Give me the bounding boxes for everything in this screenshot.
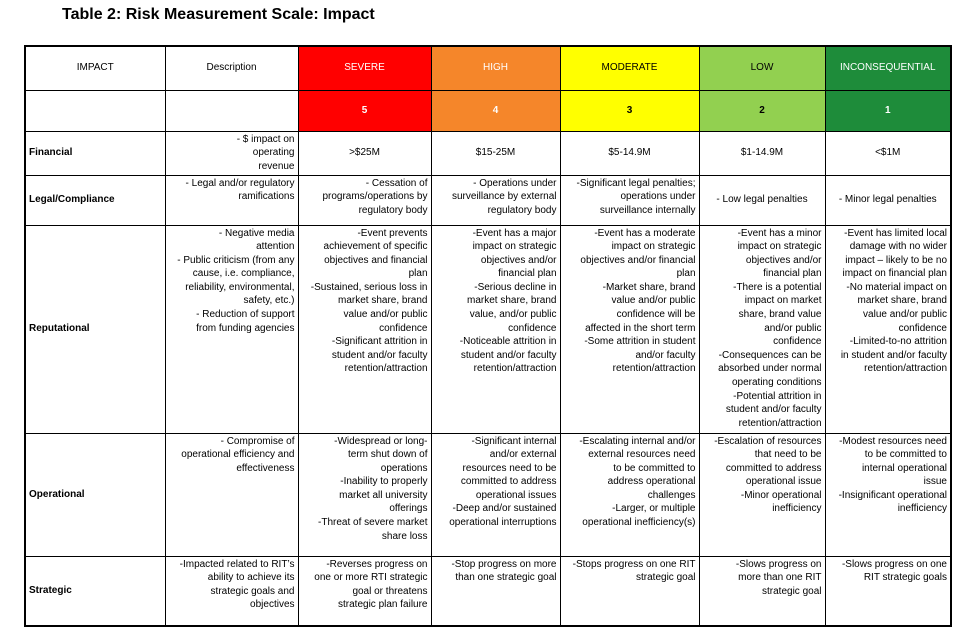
- cell-line: - Low legal penalties: [716, 194, 808, 206]
- cell-line: -Minor operational: [740, 489, 822, 501]
- cell-line: <$1M: [875, 147, 901, 159]
- cell-line: -Sustained, serious loss in: [310, 281, 428, 293]
- cell-line: -Significant legal penalties;: [576, 177, 696, 189]
- header-row-levels: [25, 46, 951, 90]
- cell-line: operations: [380, 462, 428, 474]
- score-severe: 5: [298, 90, 431, 131]
- cell-line: -Slows progress on one: [841, 558, 947, 570]
- cell-reputational-inconsequential: [825, 225, 951, 433]
- cell-line: impact on strategic: [472, 241, 557, 253]
- cell-line: objectives and/or: [745, 254, 822, 266]
- cell-line: -Event has a minor: [737, 227, 822, 239]
- cell-line: -Larger, or multiple: [612, 503, 696, 515]
- cell-line: committed to address: [460, 476, 557, 488]
- cell-operational-severe: [298, 433, 431, 556]
- cell-line: inefficiency: [772, 503, 822, 515]
- score-moderate: 3: [560, 90, 699, 131]
- empty-cell: [165, 90, 298, 131]
- cell-line: -Serious decline in: [474, 281, 557, 293]
- row-description-financial: [165, 131, 298, 175]
- row-label-strategic: Strategic: [25, 556, 165, 626]
- cell-line: -Insignificant operational: [838, 489, 947, 501]
- cell-line: strategic plan failure: [338, 599, 428, 611]
- cell-strategic-moderate: [560, 556, 699, 626]
- cell-line: impact – likely to be no: [845, 254, 947, 266]
- cell-line: retention/attraction: [864, 363, 947, 375]
- cell-line: -Reverses progress on: [326, 558, 428, 570]
- row-label-financial: Financial: [25, 131, 165, 175]
- cell-line: value and/or public: [863, 309, 947, 321]
- cell-line: >$25M: [349, 147, 380, 159]
- cell-line: surveillance by external: [452, 191, 557, 203]
- cell-line: objectives and financial: [324, 254, 428, 266]
- cell-line: operational issues: [475, 489, 557, 501]
- table-title: Table 2: Risk Measurement Scale: Impact: [62, 6, 375, 23]
- header-level-high: HIGH: [431, 46, 560, 90]
- cell-line: share, brand value: [738, 309, 822, 321]
- cell-legal-compliance-inconsequential: [825, 175, 951, 225]
- cell-line: affected in the short term: [585, 322, 696, 334]
- cell-line: -Market share, brand: [602, 281, 696, 293]
- cell-operational-high: [431, 433, 560, 556]
- score-low: 2: [699, 90, 825, 131]
- cell-strategic-low: [699, 556, 825, 626]
- cell-line: market share, brand: [467, 295, 557, 307]
- cell-line: confidence: [898, 322, 947, 334]
- cell-line: value and/or public: [611, 295, 696, 307]
- cell-line: in student and/or faculty: [840, 349, 947, 361]
- cell-line: impact on strategic: [611, 241, 696, 253]
- cell-legal-compliance-low: [699, 175, 825, 225]
- row-strategic: [25, 556, 951, 626]
- cell-line: plan: [676, 268, 696, 280]
- description-line: cause, i.e. compliance,: [192, 268, 295, 280]
- cell-line: -Significant internal: [471, 435, 557, 447]
- header-level-low: LOW: [699, 46, 825, 90]
- cell-line: to be committed to: [864, 449, 947, 461]
- description-line: safety, etc.): [243, 295, 295, 307]
- cell-line: -Modest resources need: [839, 435, 947, 447]
- cell-legal-compliance-high: [431, 175, 560, 225]
- cell-line: to be committed to: [613, 462, 696, 474]
- score-inconsequential: 1: [825, 90, 951, 131]
- description-line: ramifications: [238, 191, 295, 203]
- cell-line: -Widespread or long-: [334, 435, 428, 447]
- cell-financial-severe: [298, 131, 431, 175]
- cell-line: and/or external: [489, 449, 557, 461]
- cell-line: and/or public: [764, 322, 822, 334]
- cell-line: operations under: [620, 191, 696, 203]
- cell-line: absorbed under normal: [718, 363, 822, 375]
- cell-operational-inconsequential: [825, 433, 951, 556]
- cell-line: one or more RTI strategic: [314, 572, 428, 584]
- cell-line: regulatory body: [487, 204, 557, 216]
- cell-line: retention/attraction: [738, 417, 822, 429]
- cell-line: - Minor legal penalties: [838, 194, 937, 206]
- header-row-scores: [25, 90, 951, 131]
- cell-line: confidence: [508, 322, 557, 334]
- cell-line: committed to address: [725, 462, 822, 474]
- cell-line: market share, brand: [857, 295, 947, 307]
- cell-operational-moderate: [560, 433, 699, 556]
- cell-line: confidence: [379, 322, 428, 334]
- description-line: reliability, environmental,: [185, 281, 295, 293]
- cell-line: confidence: [773, 336, 822, 348]
- cell-line: challenges: [647, 489, 696, 501]
- cell-line: strategic goal: [636, 572, 696, 584]
- cell-line: than one strategic goal: [455, 572, 557, 584]
- cell-line: -Potential attrition in: [733, 390, 822, 402]
- row-description-operational: [165, 433, 298, 556]
- cell-line: RIT strategic goals: [863, 572, 947, 584]
- cell-line: -No material impact on: [846, 281, 947, 293]
- cell-line: -Significant attrition in: [331, 336, 428, 348]
- cell-line: -Escalation of resources: [714, 435, 822, 447]
- cell-line: student and/or faculty: [460, 349, 557, 361]
- cell-reputational-severe: [298, 225, 431, 433]
- cell-line: -Event prevents: [357, 227, 428, 239]
- cell-line: internal operational: [861, 462, 947, 474]
- cell-line: goal or threatens: [352, 585, 428, 597]
- description-line: - Negative media: [218, 227, 295, 239]
- row-label-operational: Operational: [25, 433, 165, 556]
- cell-line: -Noticeable attrition in: [459, 336, 557, 348]
- cell-legal-compliance-severe: [298, 175, 431, 225]
- cell-line: achievement of specific: [323, 241, 428, 253]
- cell-line: confidence will be: [616, 309, 696, 321]
- cell-line: -Slows progress on: [735, 558, 822, 570]
- description-line: - Compromise of: [220, 435, 295, 447]
- description-line: attention: [256, 241, 295, 253]
- cell-line: offerings: [389, 503, 428, 515]
- row-label-reputational: Reputational: [25, 225, 165, 433]
- risk-impact-table: [24, 45, 952, 627]
- cell-line: student and/or faculty: [725, 404, 822, 416]
- cell-legal-compliance-moderate: [560, 175, 699, 225]
- cell-financial-low: [699, 131, 825, 175]
- header-level-severe: SEVERE: [298, 46, 431, 90]
- row-description-strategic: [165, 556, 298, 626]
- header-description: Description: [165, 46, 298, 90]
- cell-line: operational issue: [745, 476, 822, 488]
- description-line: strategic goals and: [210, 585, 295, 597]
- description-line: -Impacted related to RIT’s: [179, 558, 295, 570]
- description-line: from funding agencies: [196, 322, 295, 334]
- cell-line: that need to be: [754, 449, 822, 461]
- cell-line: impact on strategic: [737, 241, 822, 253]
- row-financial: [25, 131, 951, 175]
- row-label-legal-compliance: Legal/Compliance: [25, 175, 165, 225]
- cell-line: strategic goal: [762, 585, 822, 597]
- cell-line: -Deep and/or sustained: [452, 503, 557, 515]
- cell-line: more than one RIT: [738, 572, 822, 584]
- cell-line: operational interruptions: [449, 517, 557, 529]
- cell-line: damage with no wider: [849, 241, 947, 253]
- cell-financial-high: [431, 131, 560, 175]
- cell-line: -Event has a moderate: [594, 227, 696, 239]
- cell-line: -Consequences can be: [718, 349, 822, 361]
- cell-line: impact on financial plan: [842, 268, 947, 280]
- cell-line: -Limited-to-no attrition: [849, 336, 947, 348]
- cell-reputational-high: [431, 225, 560, 433]
- cell-line: impact on market: [744, 295, 822, 307]
- cell-line: regulatory body: [358, 204, 428, 216]
- cell-line: programs/operations by: [322, 191, 428, 203]
- cell-line: -Event has limited local: [844, 227, 947, 239]
- cell-line: $1-14.9M: [740, 147, 784, 159]
- table-body: [25, 131, 951, 626]
- description-line: operational efficiency and: [181, 449, 295, 461]
- cell-line: value, and/or public: [469, 309, 557, 321]
- header-impact: IMPACT: [25, 46, 165, 90]
- cell-line: resources need to be: [462, 462, 557, 474]
- cell-line: -There is a potential: [733, 281, 822, 293]
- cell-line: plan: [408, 268, 428, 280]
- cell-line: value and/or public: [343, 309, 428, 321]
- cell-line: - Operations under: [473, 177, 557, 189]
- cell-line: operating conditions: [731, 377, 822, 389]
- description-line: - $ impact on: [236, 133, 295, 145]
- cell-line: -Inability to properly: [340, 476, 428, 488]
- row-legal-compliance: [25, 175, 951, 225]
- header-level-inconsequential: INCONSEQUENTIAL: [825, 46, 951, 90]
- description-line: ability to achieve its: [207, 572, 295, 584]
- header-level-moderate: MODERATE: [560, 46, 699, 90]
- cell-line: objectives and/or financial: [580, 254, 696, 266]
- cell-line: - Cessation of: [365, 177, 428, 189]
- cell-line: term shut down of: [348, 449, 428, 461]
- row-reputational: [25, 225, 951, 433]
- cell-line: retention/attraction: [473, 363, 557, 375]
- cell-strategic-inconsequential: [825, 556, 951, 626]
- cell-line: objectives and/or: [480, 254, 557, 266]
- description-line: - Legal and/or regulatory: [185, 177, 295, 189]
- description-line: objectives: [250, 599, 295, 611]
- cell-line: -Stops progress on one RIT: [572, 558, 696, 570]
- cell-strategic-high: [431, 556, 560, 626]
- cell-line: -Threat of severe market: [318, 517, 428, 529]
- cell-line: -Some attrition in student: [584, 336, 696, 348]
- cell-line: and/or faculty: [635, 349, 696, 361]
- cell-line: -Stop progress on more: [451, 558, 557, 570]
- cell-line: -Event has a major: [472, 227, 557, 239]
- cell-operational-low: [699, 433, 825, 556]
- cell-financial-moderate: [560, 131, 699, 175]
- cell-financial-inconsequential: [825, 131, 951, 175]
- row-description-reputational: [165, 225, 298, 433]
- cell-line: issue: [923, 476, 947, 488]
- description-line: revenue: [258, 160, 295, 172]
- cell-line: -Escalating internal and/or: [579, 435, 696, 447]
- score-high: 4: [431, 90, 560, 131]
- cell-line: $15-25M: [475, 147, 516, 159]
- cell-line: retention/attraction: [344, 363, 428, 375]
- cell-line: $5-14.9M: [608, 147, 651, 159]
- cell-line: address operational: [607, 476, 696, 488]
- empty-cell: [25, 90, 165, 131]
- cell-line: surveillance internally: [599, 204, 696, 216]
- description-line: effectiveness: [236, 462, 295, 474]
- cell-line: operational inefficiency(s): [582, 517, 696, 529]
- cell-line: market share, brand: [338, 295, 428, 307]
- cell-line: student and/or faculty: [331, 349, 428, 361]
- description-line: - Reduction of support: [196, 309, 295, 321]
- cell-line: external resources need: [588, 449, 696, 461]
- description-line: - Public criticism (from any: [177, 254, 295, 266]
- cell-line: retention/attraction: [612, 363, 696, 375]
- description-line: operating: [252, 147, 295, 159]
- cell-line: inefficiency: [897, 503, 947, 515]
- row-operational: [25, 433, 951, 556]
- row-description-legal-compliance: [165, 175, 298, 225]
- cell-strategic-severe: [298, 556, 431, 626]
- cell-reputational-moderate: [560, 225, 699, 433]
- cell-reputational-low: [699, 225, 825, 433]
- cell-line: financial plan: [498, 268, 557, 280]
- cell-line: share loss: [381, 530, 428, 542]
- cell-line: market all university: [339, 489, 428, 501]
- cell-line: financial plan: [763, 268, 822, 280]
